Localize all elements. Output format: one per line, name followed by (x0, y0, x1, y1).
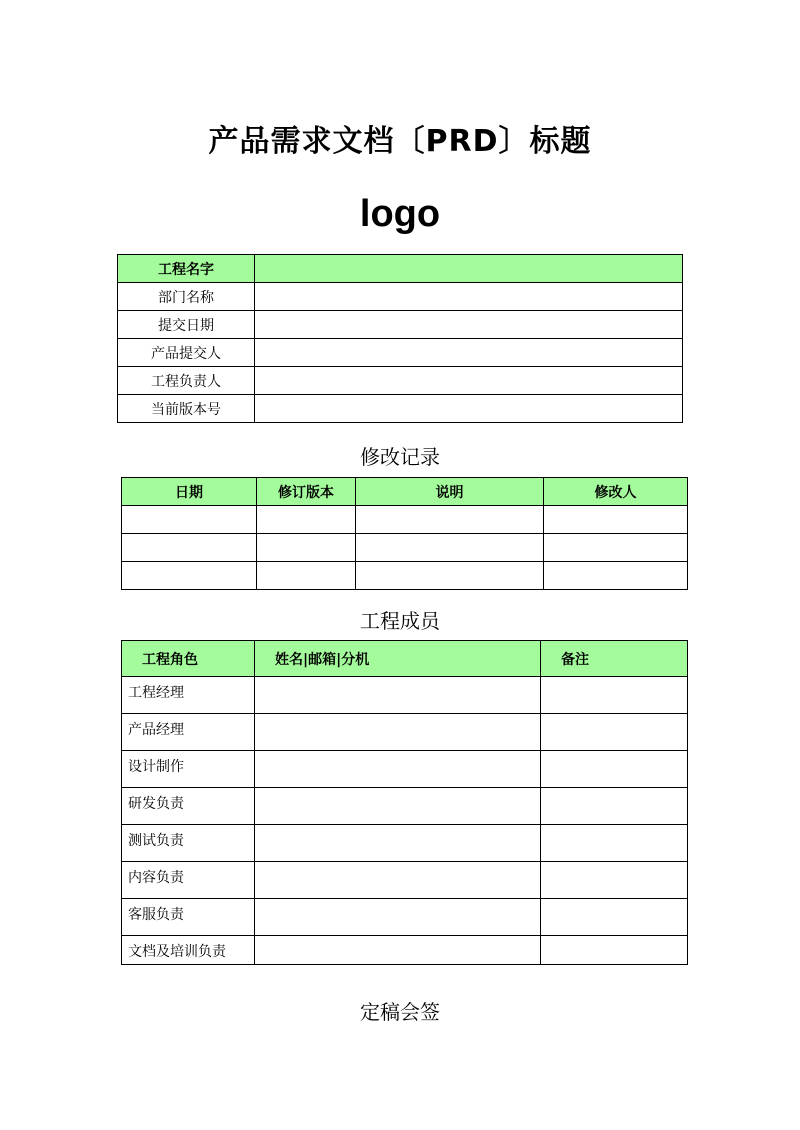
info-label: 产品提交人 (118, 339, 255, 367)
column-header-description: 说明 (356, 478, 544, 506)
table-row (122, 714, 688, 751)
members-heading: 工程成员 (360, 609, 440, 633)
info-row-department (118, 283, 683, 311)
info-label: 提交日期 (118, 311, 255, 339)
member-role: 内容负责 (122, 862, 255, 899)
table-row (122, 788, 688, 825)
info-row-submit-date (118, 311, 683, 339)
column-header-version: 修订版本 (257, 478, 356, 506)
info-value-cell[interactable] (255, 367, 683, 395)
member-contact-cell[interactable] (255, 862, 541, 899)
member-role: 文档及培训负责 (122, 936, 255, 965)
table-cell[interactable] (122, 534, 257, 562)
column-header-note: 备注 (541, 641, 688, 677)
member-contact-cell[interactable] (255, 825, 541, 862)
column-header-date: 日期 (122, 478, 257, 506)
member-contact-cell[interactable] (255, 788, 541, 825)
members-table (121, 640, 688, 965)
member-note-cell[interactable] (541, 714, 688, 751)
table-row (122, 677, 688, 714)
table-row (122, 936, 688, 965)
table-cell[interactable] (122, 506, 257, 534)
member-note-cell[interactable] (541, 862, 688, 899)
logo-placeholder: logo (359, 193, 441, 235)
member-note-cell[interactable] (541, 899, 688, 936)
column-header-role: 工程角色 (122, 641, 255, 677)
table-cell[interactable] (544, 562, 688, 590)
info-value-cell[interactable] (255, 283, 683, 311)
table-row (122, 825, 688, 862)
revision-header-row (122, 478, 688, 506)
info-row-project-name (118, 255, 683, 283)
member-role: 测试负责 (122, 825, 255, 862)
table-cell[interactable] (544, 506, 688, 534)
member-contact-cell[interactable] (255, 751, 541, 788)
info-row-current-version (118, 395, 683, 423)
table-row (122, 534, 688, 562)
table-row (122, 899, 688, 936)
table-cell[interactable] (257, 506, 356, 534)
member-note-cell[interactable] (541, 751, 688, 788)
member-contact-cell[interactable] (255, 714, 541, 751)
member-contact-cell[interactable] (255, 677, 541, 714)
table-cell[interactable] (356, 534, 544, 562)
table-row (122, 751, 688, 788)
members-header-row (122, 641, 688, 677)
member-role: 产品经理 (122, 714, 255, 751)
column-header-contact: 姓名|邮箱|分机 (255, 641, 541, 677)
member-contact-cell[interactable] (255, 899, 541, 936)
member-note-cell[interactable] (541, 788, 688, 825)
info-row-product-submitter (118, 339, 683, 367)
member-contact-cell[interactable] (255, 936, 541, 965)
info-value-cell[interactable] (255, 255, 683, 283)
member-role: 工程经理 (122, 677, 255, 714)
info-label: 当前版本号 (118, 395, 255, 423)
member-role: 设计制作 (122, 751, 255, 788)
table-row (122, 862, 688, 899)
table-row (122, 506, 688, 534)
column-header-modifier: 修改人 (544, 478, 688, 506)
info-value-cell[interactable] (255, 339, 683, 367)
member-note-cell[interactable] (541, 825, 688, 862)
info-label: 部门名称 (118, 283, 255, 311)
document-title: 产品需求文档〔PRD〕标题 (208, 124, 592, 159)
table-cell[interactable] (544, 534, 688, 562)
revision-heading: 修改记录 (360, 445, 440, 469)
info-value-cell[interactable] (255, 395, 683, 423)
info-row-project-owner (118, 367, 683, 395)
info-label: 工程负责人 (118, 367, 255, 395)
table-cell[interactable] (356, 562, 544, 590)
table-cell[interactable] (257, 534, 356, 562)
info-label: 工程名字 (118, 255, 255, 283)
signoff-heading: 定稿会签 (360, 1000, 440, 1024)
revision-table (121, 477, 688, 590)
table-cell[interactable] (257, 562, 356, 590)
table-cell[interactable] (122, 562, 257, 590)
member-note-cell[interactable] (541, 936, 688, 965)
info-value-cell[interactable] (255, 311, 683, 339)
table-cell[interactable] (356, 506, 544, 534)
member-role: 客服负责 (122, 899, 255, 936)
member-role: 研发负责 (122, 788, 255, 825)
table-row (122, 562, 688, 590)
member-note-cell[interactable] (541, 677, 688, 714)
project-info-table (117, 254, 683, 423)
